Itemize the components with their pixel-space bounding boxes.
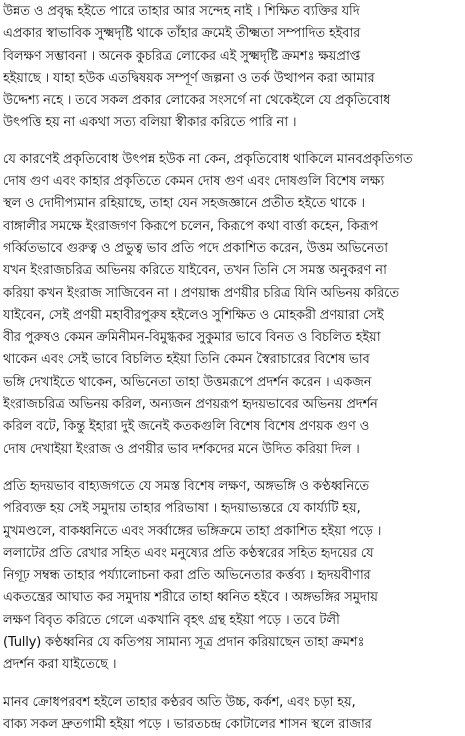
text-line: বিলক্ষণ সম্ভাবনা । অনেক কুচরিত্র লোকের এই সুক্ষ্মদৃষ্টি ক্রমশঃ ক্ষয়প্রাপ্ত [3,48,361,64]
text-line: করিল বটে, কিন্তু ইহারা দুই জনেই কতকগুলি বিশেষ বিশেষ প্রণয়ক গুণ ও [3,419,370,435]
text-line: যখন ইংরাজচরিত্র অভিনয় করিতে যাইবেন, তখন তিনি সে সমস্ত অনুকরণ না [3,263,387,279]
text-line: উৎপত্তি হয় না একথা সত্য বলিয়া স্বীকার করিতে পারি না । [3,115,297,131]
text-line: পরিব্যক্ত হয় সেই সমুদায় তাহার পরিভাষা । হৃদয়াভ্যন্তরে যে কার্য্যটি হয়, [3,501,361,517]
text-line: মুখমণ্ডলে, বাকধ্বনিতে এবং সর্ব্বাঙ্গের ভঙ্গিক্রমে তাহা প্রকাশিত হইয়া পড়ে । [3,523,382,539]
paragraph-gap [3,461,461,476]
text-line: নিগূঢ় সম্বন্ধ তাহার পর্য্যালোচনা করা প্রতি অভিনেতার কর্ত্তব্য । হৃদয়বীণার [3,568,371,584]
text-line: উদ্দেশ্য নহে । তবে সকল প্রকার লোকের সংসর্গে না থেকেইলে যে প্রকৃতিবোধ [3,93,391,109]
text-line: স্থল ও দোদীপ্যমান রহিয়াছে, তাহা যেন সহজজ্ঞানে প্রতীত হইতে থাকে । [3,196,365,212]
text-line: প্রদর্শন করা যাইতেছে । [3,657,117,673]
text-line: বাঙ্গালীর সমক্ষে ইংরাজগণ কিরূপে চলেন, কিরূপে কথা বার্ত্তা কহেন, কিরূপ [3,218,378,234]
text-line: থাকেন এবং সেই ভাবে বিচলিত হইয়া তিনি কেমন স্বৈরাচারের বিশেষ ভাব [3,352,370,368]
text-line: প্রতি হৃদয়ভাব বাহ্যজগতে যে সমস্ত বিশেষ লক্ষণ, অঙ্গভঙ্গি ও কণ্ঠধ্বনিতে [3,478,370,494]
text-line: ভঙ্গি দেখাইতে থাকেন, অভিনেতা তাহা উত্তমরূপে প্রদর্শন করেন । একজন [3,374,372,390]
text-line: ললাটের প্রতি রেখার সহিত এবং মনুষ্যের প্রতি কণ্ঠস্বরের সহিত হৃদয়ের যে [3,545,374,561]
text-line: হইয়াছে । যাহা হউক এতদ্বিষয়ক সম্পূর্ণ জল্পনা ও তর্ক উত্থাপন করা আমার [3,70,375,86]
text-line: যে কারণেই প্রকৃতিবোধ উৎপন্ন হউক না কেন, প্রকৃতিবোধ থাকিলে মানবপ্রকৃতিগত [3,151,413,167]
text-line: দোষ গুণ এবং কাহার প্রকৃতিতে কেমন দোষ গুণ এবং দোষগুলি বিশেষ লক্ষ্য [3,174,385,190]
text-line: লক্ষণ বিবৃত করিতে গেলে একখানি বৃহৎ গ্রন্থ হইয়া পড়ে । তবে টলী [3,612,340,628]
paragraph-1 [3,1,461,135]
text-line: মানব ক্রোধপরবশ হইলে তাহার কণ্ঠরব অতি উচ্চ, কর্কশ, এবং চড়া হয়, [3,694,356,710]
text-line: ইংরাজচরিত্র অভিনয় করিল, অন্যজন প্রণয়রূপ হৃদয়ভাবের অভিনয় প্রদর্শন [3,397,378,413]
paragraph-2 [3,149,461,461]
paragraph-4 [3,692,461,736]
text-line: গর্ব্বিতভাবে গুরুত্ব ও প্রভুত্ব ভাব প্রতি পদে প্রকাশিত করেন, উত্তম অভিনেতা [3,240,388,256]
text-line: (Tully) কণ্ঠধ্বনির যে কতিপয় সামান্য সূত্র প্রদান করিয়াছেন তাহা ক্রমশঃ [3,635,365,651]
paragraph-3 [3,476,461,677]
text-line: উন্নত ও প্রবৃদ্ধ হইতে পারে তাহার আর সন্দেহ নাই । শিক্ষিত ব্যক্তির যদি [3,4,360,19]
text-line: বাক্য সকল দ্রুতগামী হইয়া পড়ে । ভারতচন্দ্র কোটালের শাসন স্থলে রাজার [3,716,372,732]
text-line: করিয়া কখন ইংরাজ সাজিবেন না । প্রণয়ান্ধ প্রণয়ীর চরিত্র যিনি অভিনয় করিতে [3,285,400,301]
text-line: যাইবেন, সেই প্রণয়ী মহাবীরপুরুষ হইলেও সুশিক্ষিত ও মোহকরী প্রণয়ারা সেই [3,307,384,323]
text-line: একতন্ত্রের আঘাত কর সমুদায় শরীরে তাহা ধ্বনিত হইবে । অঙ্গভঙ্গির সমুদায় [3,590,378,606]
text-line: এপ্রকার স্বাভাবিক সুক্ষ্মদৃষ্টি থাকে তাঁহার ক্রমেই তীক্ষ্মতা সম্পাদিত হইবার [3,26,361,42]
paragraph-gap [3,135,461,149]
text-line: দোষ দেখাইয়া ইংরাজ ও প্রণয়ীর ভাব দর্শকদের মনে উদিত করিয়া দিল । [3,441,360,457]
paragraph-gap [3,677,461,692]
text-line: বীর পুরুষও কেমন ক্রমিনীমন-বিমুগ্ধকর সুকুমার ভাবে বিনত ও বিচলিত হইয়া [3,330,381,346]
